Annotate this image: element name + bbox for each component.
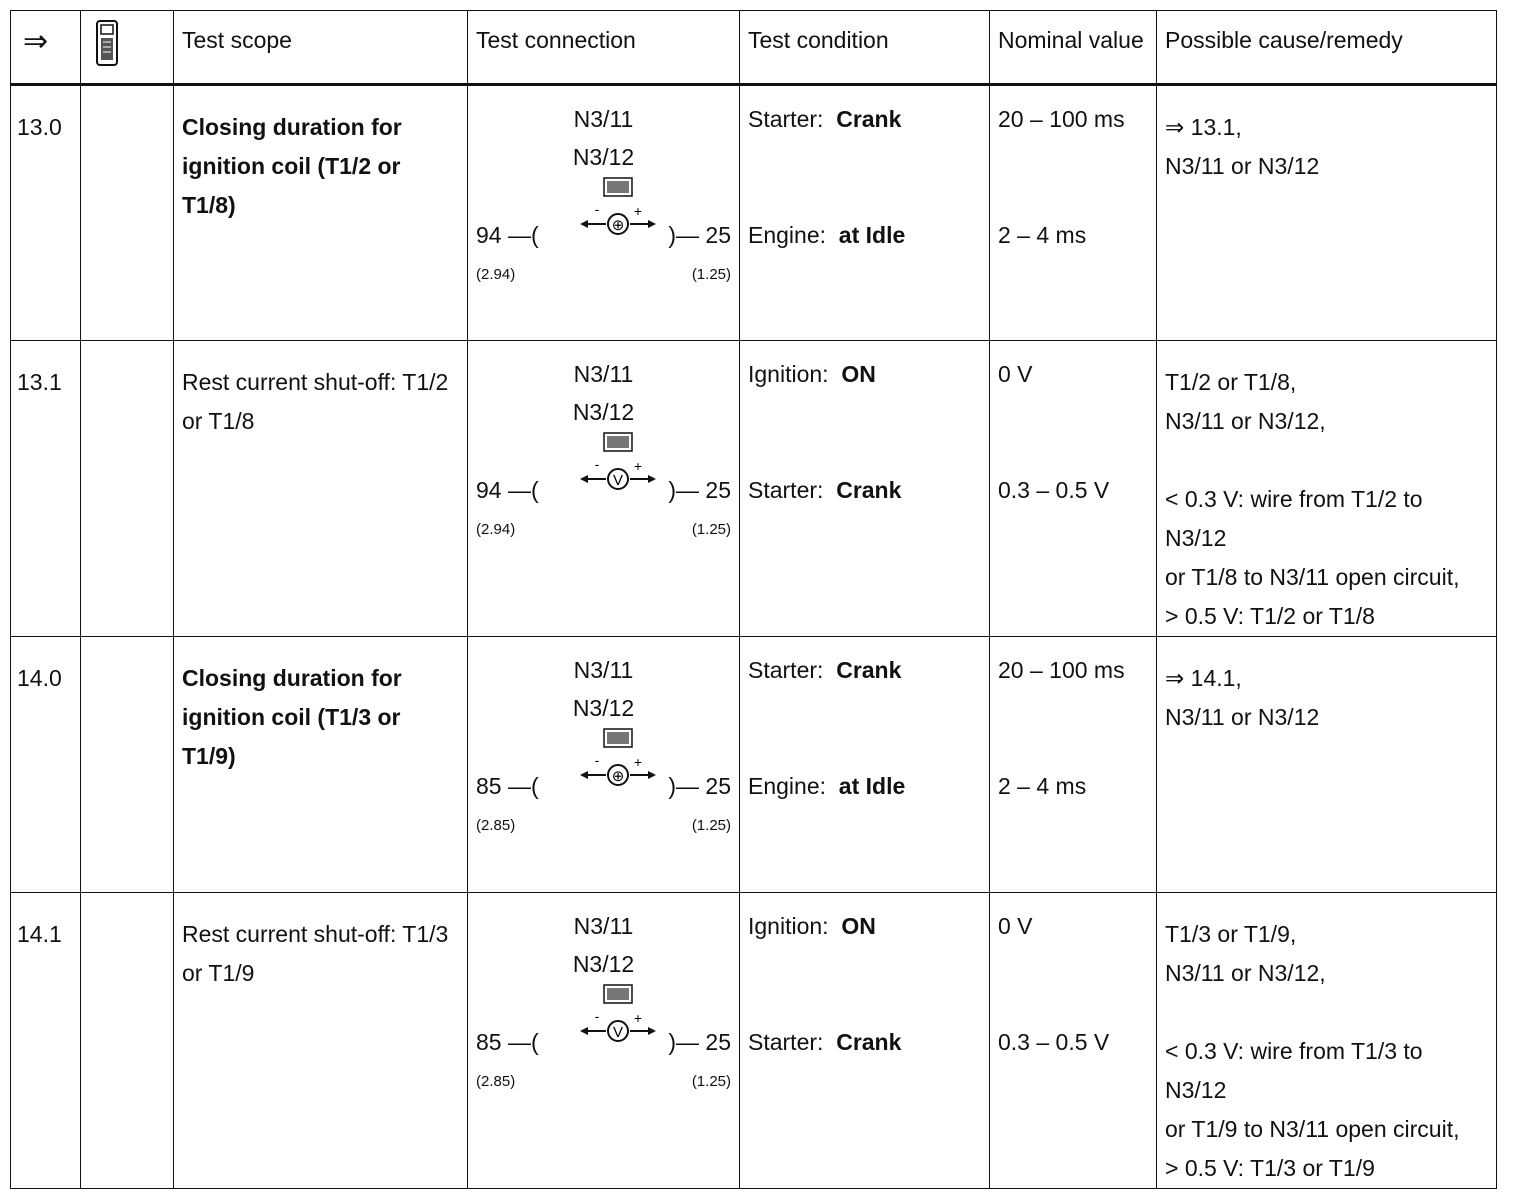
possible-cause: [1157, 86, 1496, 186]
condition-1: Ignition: ON: [748, 361, 876, 387]
tester-cell: [81, 85, 174, 341]
pin-right-sub: (1.25): [691, 817, 731, 834]
cause-cell: [1157, 85, 1497, 341]
cause-line: > 0.5 V: T1/2 or T1/8: [1165, 603, 1375, 629]
pin-left-sub: (2.94): [476, 266, 516, 283]
pin-left: 94 —(: [476, 222, 539, 248]
nominal-cell: [990, 893, 1157, 1189]
plug-label-1: N3/11: [573, 361, 634, 387]
svg-text:-: -: [594, 456, 600, 472]
step-cell: [11, 893, 81, 1189]
cause-line: N3/11 or N3/12: [1165, 153, 1320, 179]
condition-cell: [740, 637, 990, 893]
test-scope: Rest current shut-off: T1/3 or T1/9: [182, 921, 449, 986]
plug-label-2: N3/12: [572, 695, 635, 721]
step-number: 13.1: [17, 369, 62, 395]
condition-2: Engine: at Idle: [748, 773, 906, 799]
pin-right-sub: (1.25): [691, 521, 731, 538]
svg-text:+: +: [633, 203, 643, 219]
nominal-value-2: 0.3 – 0.5 V: [998, 1029, 1110, 1055]
condition-cell: [740, 893, 990, 1189]
cause-line: > 0.5 V: T1/3 or T1/9: [1165, 1155, 1375, 1181]
condition-1: Starter: Crank: [748, 106, 902, 132]
nominal-value-1: 0 V: [998, 361, 1033, 387]
cause-cell: [1157, 893, 1497, 1189]
test-scope: Closing duration for ignition coil (T1/3 or T1/9): [182, 665, 402, 769]
pin-right: )— 25: [668, 1029, 731, 1055]
connection-cell: [468, 341, 740, 637]
test-table: [10, 10, 1497, 1189]
scope-cell: [174, 893, 468, 1189]
svg-text:+: +: [633, 754, 643, 770]
nominal-value-1: 20 – 100 ms: [998, 657, 1125, 683]
table-row: [11, 341, 1497, 637]
cause-cell: [1157, 341, 1497, 637]
step-cell: [11, 341, 81, 637]
plug-label-1: N3/11: [573, 913, 634, 939]
cause-line: [1165, 993, 1488, 1032]
pin-right-sub: (1.25): [691, 1073, 731, 1090]
step-number: 13.0: [17, 114, 62, 140]
pin-right: )— 25: [668, 477, 731, 503]
pin-left-sub: (2.85): [476, 1073, 516, 1090]
header-connection: Test connection: [468, 11, 740, 85]
cause-line: ⇒ 13.1,: [1165, 114, 1242, 140]
plug-label-2: N3/12: [572, 951, 635, 977]
nominal-value-2: 2 – 4 ms: [998, 773, 1087, 799]
cause-line: N3/11 or N3/12,: [1165, 960, 1326, 986]
step-cell: [11, 637, 81, 893]
header-arrow: [11, 11, 81, 85]
connection-cell: [468, 637, 740, 893]
cause-line: ⇒ 14.1,: [1165, 665, 1242, 691]
svg-text:V: V: [612, 472, 624, 489]
condition-cell: [740, 341, 990, 637]
possible-cause: [1157, 341, 1496, 636]
connection-cell: [468, 85, 740, 341]
hand-held-tester-icon: [95, 19, 121, 67]
condition-2: Engine: at Idle: [748, 222, 906, 248]
header-condition: Test condition: [740, 11, 990, 85]
plug-label-2: N3/12: [572, 144, 635, 170]
svg-text:-: -: [594, 1008, 600, 1024]
cause-line: < 0.3 V: wire from T1/2 to N3/12: [1165, 486, 1423, 551]
pin-right: )— 25: [668, 773, 731, 799]
nominal-value-1: 0 V: [998, 913, 1033, 939]
scope-cell: [174, 85, 468, 341]
cause-line: N3/11 or N3/12: [1165, 704, 1320, 730]
condition-1: Starter: Crank: [748, 657, 902, 683]
step-number: 14.0: [17, 665, 62, 691]
condition-1: Ignition: ON: [748, 913, 876, 939]
header-scope: Test scope: [174, 11, 468, 85]
pin-right: )— 25: [668, 222, 731, 248]
scope-cell: [174, 637, 468, 893]
nominal-value-1: 20 – 100 ms: [998, 106, 1125, 132]
header-cause: Possible cause/remedy: [1157, 11, 1497, 85]
cause-line: T1/3 or T1/9,: [1165, 921, 1297, 947]
svg-text:-: -: [594, 201, 600, 217]
header-nominal: Nominal value: [990, 11, 1157, 85]
test-scope: Rest current shut-off: T1/2 or T1/8: [182, 369, 449, 434]
possible-cause: [1157, 637, 1496, 737]
plug-label-1: N3/11: [573, 657, 634, 683]
svg-text:⊕: ⊕: [611, 217, 625, 234]
svg-text:⊕: ⊕: [611, 768, 625, 785]
svg-text:+: +: [633, 1010, 643, 1026]
multimeter-icon: [580, 727, 656, 793]
cause-line: or T1/8 to N3/11 open circuit,: [1165, 564, 1460, 590]
plug-label-1: N3/11: [573, 106, 634, 132]
test-scope: Closing duration for ignition coil (T1/2 or T1/8): [182, 114, 402, 218]
multimeter-icon: [580, 983, 656, 1049]
cause-line: N3/11 or N3/12,: [1165, 408, 1326, 434]
table-row: [11, 85, 1497, 341]
table-row: [11, 637, 1497, 893]
condition-2: Starter: Crank: [748, 477, 902, 503]
step-cell: [11, 85, 81, 341]
arrow-icon: ⇒: [23, 25, 49, 58]
table-row: [11, 893, 1497, 1189]
possible-cause: [1157, 893, 1496, 1188]
pin-left: 85 —(: [476, 773, 539, 799]
svg-text:+: +: [633, 458, 643, 474]
tester-cell: [81, 893, 174, 1189]
nominal-value-2: 2 – 4 ms: [998, 222, 1087, 248]
step-number: 14.1: [17, 921, 62, 947]
cause-line: or T1/9 to N3/11 open circuit,: [1165, 1116, 1460, 1142]
condition-2: Starter: Crank: [748, 1029, 902, 1055]
nominal-value-2: 0.3 – 0.5 V: [998, 477, 1110, 503]
pin-right-sub: (1.25): [691, 266, 731, 283]
cause-line: < 0.3 V: wire from T1/3 to N3/12: [1165, 1038, 1423, 1103]
scope-cell: [174, 341, 468, 637]
tester-cell: [81, 341, 174, 637]
svg-text:V: V: [612, 1024, 624, 1041]
pin-left: 85 —(: [476, 1029, 539, 1055]
condition-cell: [740, 85, 990, 341]
multimeter-icon: [580, 431, 656, 497]
nominal-cell: [990, 341, 1157, 637]
cause-line: [1165, 441, 1488, 480]
tester-cell: [81, 637, 174, 893]
svg-text:-: -: [594, 752, 600, 768]
pin-left: 94 —(: [476, 477, 539, 503]
plug-label-2: N3/12: [572, 399, 635, 425]
nominal-cell: [990, 85, 1157, 341]
multimeter-icon: [580, 176, 656, 242]
pin-left-sub: (2.85): [476, 817, 516, 834]
header-row: [11, 11, 1497, 85]
connection-cell: [468, 893, 740, 1189]
pin-left-sub: (2.94): [476, 521, 516, 538]
nominal-cell: [990, 637, 1157, 893]
cause-line: T1/2 or T1/8,: [1165, 369, 1297, 395]
header-tester: [81, 11, 174, 85]
cause-cell: [1157, 637, 1497, 893]
